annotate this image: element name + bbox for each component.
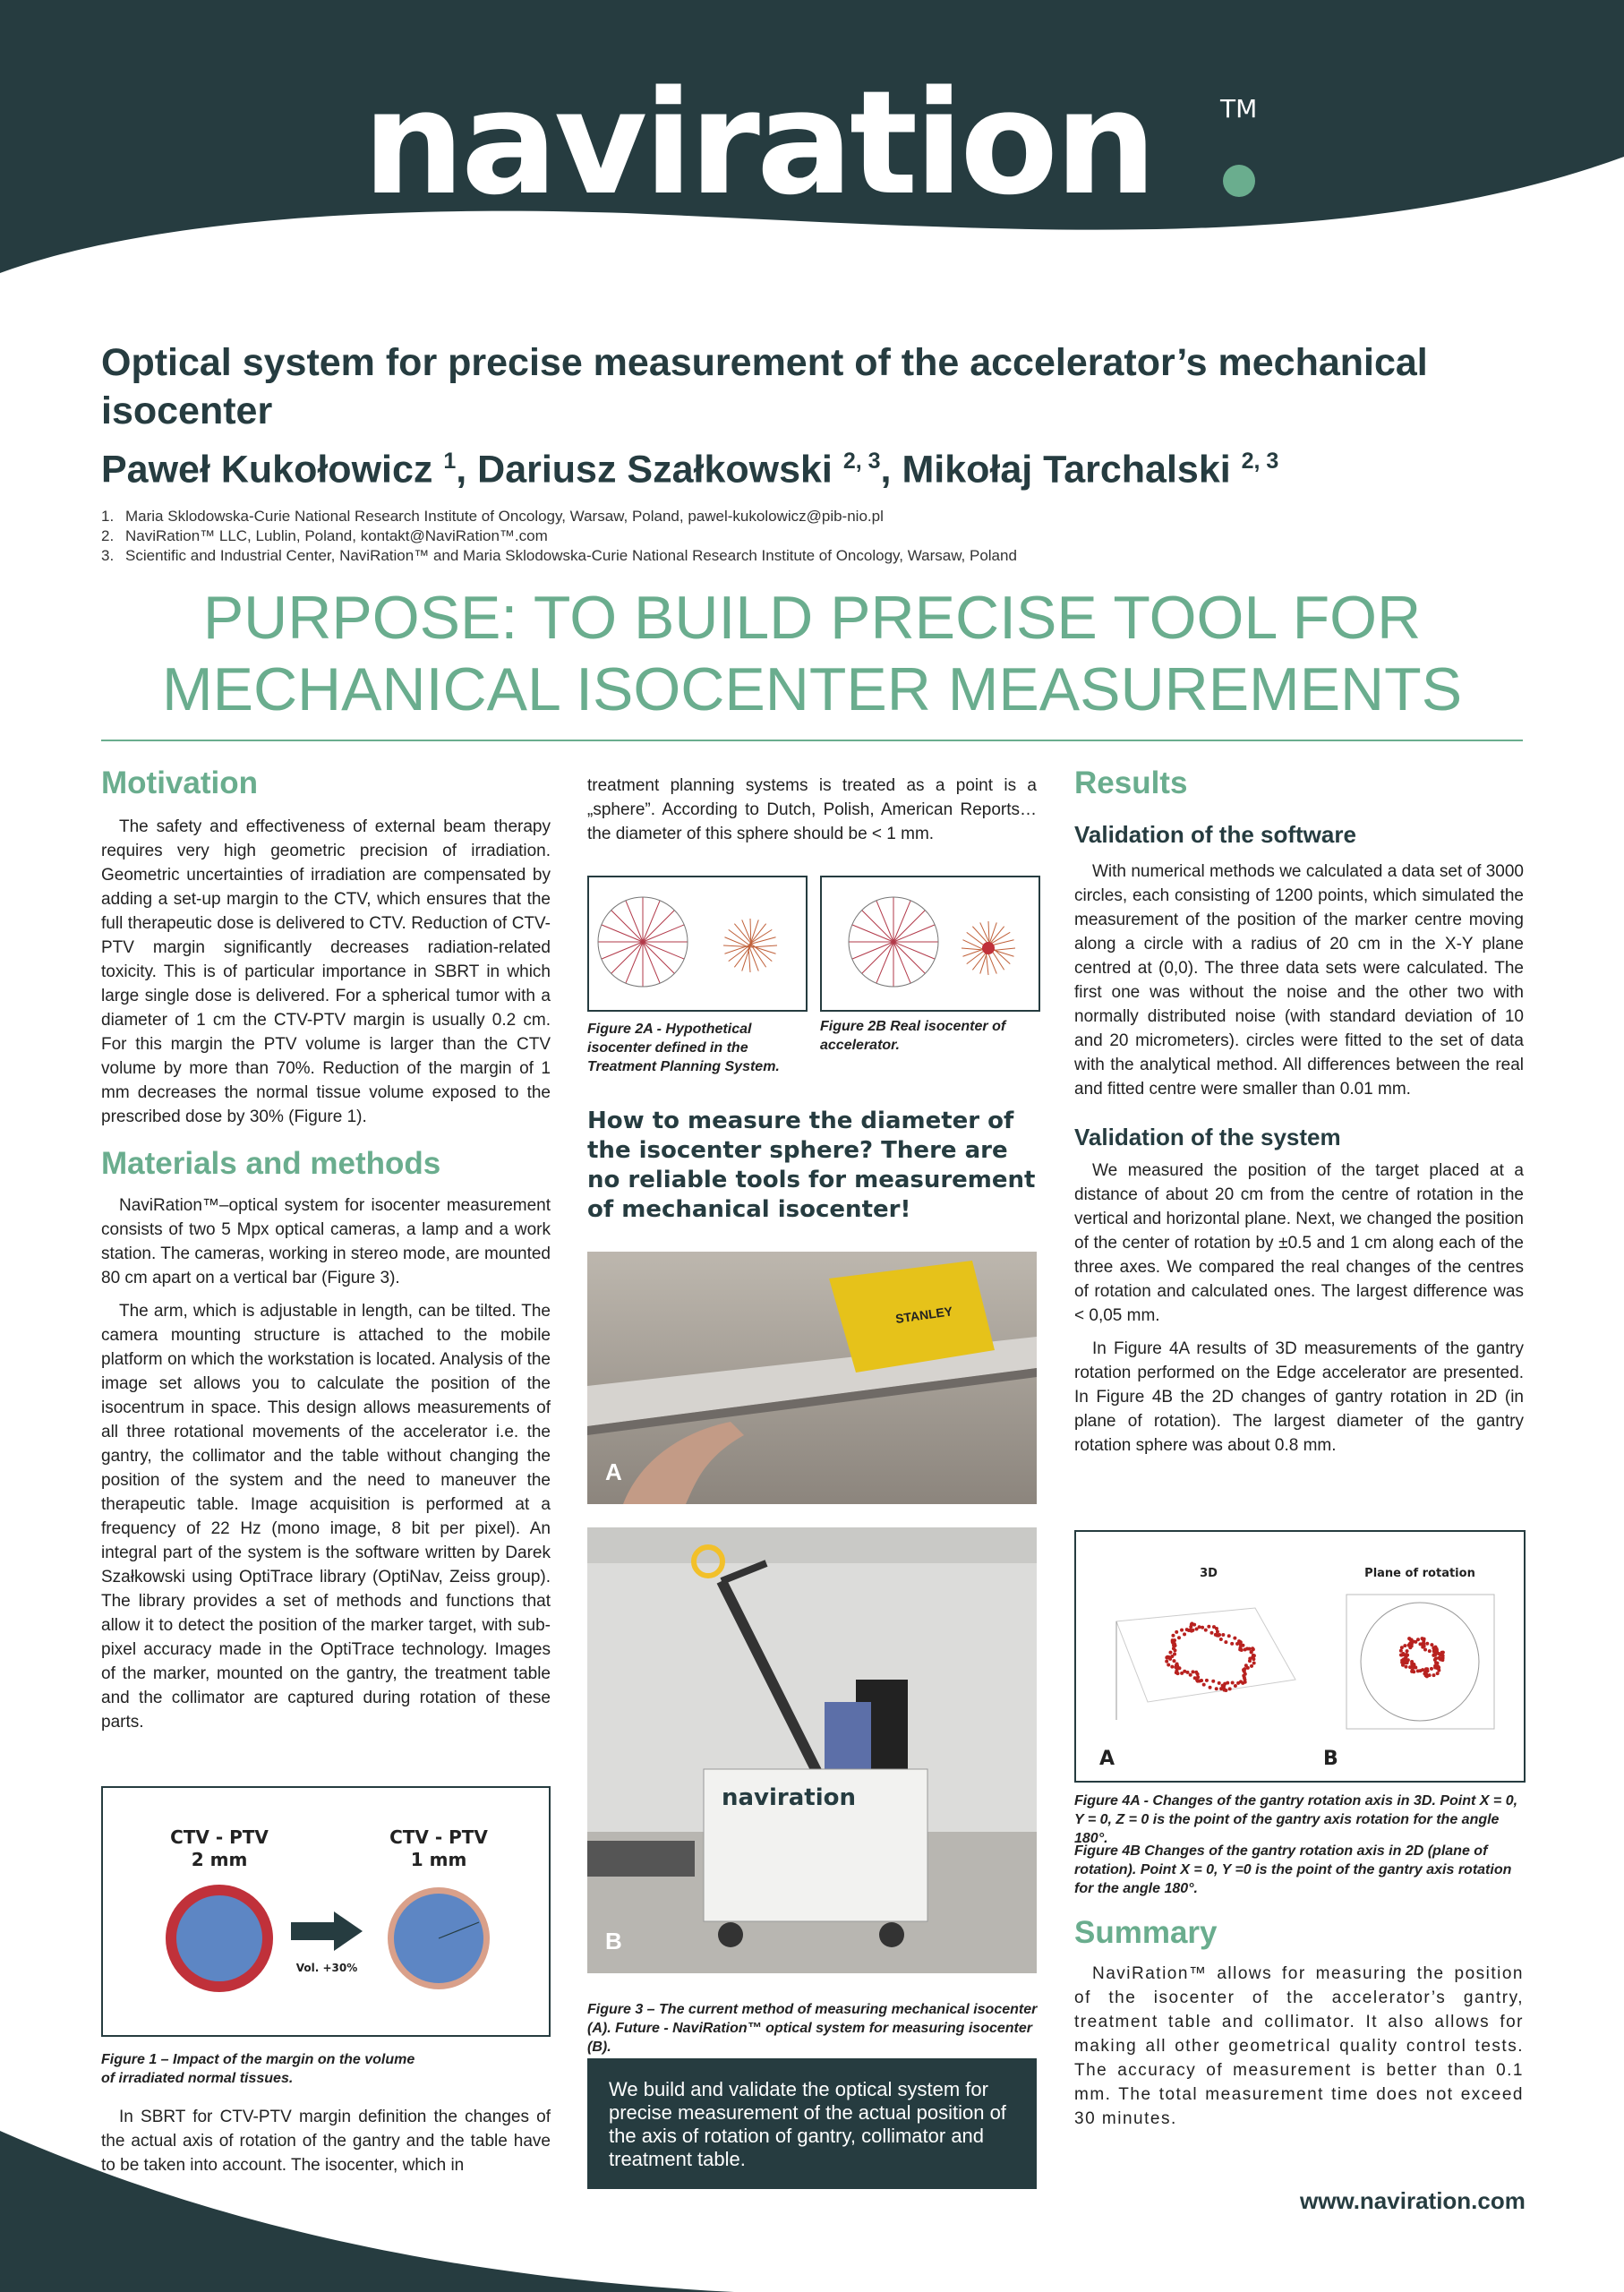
affiliation-item (101, 546, 1444, 566)
footer-url[interactable]: www.naviration.com (1300, 2187, 1526, 2214)
figure-2a-caption: Figure 2A - Hypothetical isocenter defined in the Treatment Planning System. (587, 1022, 780, 1074)
scatter-point (1198, 1625, 1201, 1629)
scatter-point (1231, 1681, 1235, 1685)
affiliation-text: Maria Sklodowska-Curie National Research Institute of Oncology, Warsaw, Poland, pawel-kukolowicz@pib-nio.pl (125, 508, 884, 525)
scatter-point (1441, 1651, 1445, 1655)
figure-3a-label: A (605, 1458, 622, 1485)
sbrt-text: In SBRT for CTV-PTV margin definition the changes of the actual axis of rotation of the gantry and the table have to be taken into account. The isocenter, which in (101, 2108, 551, 2175)
scatter-point (1219, 1687, 1223, 1690)
scatter-point (1224, 1640, 1227, 1644)
scatter-point (1436, 1672, 1440, 1675)
scatter-point (1430, 1643, 1433, 1646)
scatter-point (1168, 1651, 1172, 1655)
fig4a-points (1165, 1621, 1256, 1692)
figure-3b-label: B (605, 1928, 622, 1954)
scatter-point (1437, 1669, 1440, 1672)
scatter-point (1173, 1638, 1176, 1642)
figure-1-caption-line-1: Figure 1 – Impact of the margin on the volume (101, 2052, 415, 2067)
scatter-point (1191, 1629, 1194, 1632)
scatter-point (1412, 1664, 1415, 1668)
scatter-point (1401, 1652, 1405, 1655)
figure-2b-caption: Figure 2B Real isocenter of accelerator. (820, 1019, 1006, 1053)
methods-heading: Materials and methods (101, 1146, 441, 1181)
cabinet-brand: naviration (722, 1784, 856, 1811)
scatter-point (1221, 1684, 1225, 1688)
motivation-heading: Motivation (101, 765, 258, 800)
scatter-point (1173, 1648, 1176, 1652)
scatter-point (1434, 1666, 1438, 1670)
affiliation-number: 1. (101, 508, 115, 525)
scatter-point (1241, 1644, 1244, 1647)
scatter-point (1170, 1665, 1174, 1669)
fig4a-label: A (1099, 1748, 1115, 1770)
author-sep: , (880, 448, 902, 492)
purpose-line-1: PURPOSE: TO BUILD PRECISE TOOL FOR (202, 584, 1422, 652)
scatter-point (1183, 1632, 1186, 1636)
scatter-point (1425, 1642, 1429, 1646)
scatter-point (1227, 1634, 1231, 1638)
column-right (1074, 761, 1524, 1458)
system-validation-heading: Validation of the system (1074, 1124, 1341, 1150)
figure-1-caption-line-2: of irradiated normal tissues. (101, 2071, 294, 2086)
scatter-point (1422, 1642, 1425, 1646)
scatter-point (1406, 1649, 1409, 1653)
scatter-point (1423, 1648, 1427, 1652)
scatter-point (1423, 1672, 1426, 1675)
scatter-point (1247, 1647, 1251, 1651)
results-heading: Results (1074, 765, 1188, 800)
affiliation-number: 2. (101, 527, 115, 544)
figure-3a-photo (587, 1252, 1037, 1504)
scatter-point (1244, 1672, 1247, 1676)
scatter-point (1248, 1656, 1252, 1660)
scatter-point (1215, 1687, 1218, 1690)
figure-1-caption (101, 2050, 549, 2088)
column-left (101, 761, 551, 1734)
scatter-point (1207, 1625, 1210, 1629)
figure-1-graphic (103, 1788, 549, 2035)
scatter-point (1432, 1647, 1436, 1651)
figure-2b-graphic (822, 877, 1039, 1010)
fig2a-radial-lines (598, 897, 688, 987)
scatter-point (1236, 1681, 1240, 1685)
system-validation-p2: In Figure 4A results of 3D measurements of the gantry rotation performed on the Edge accelerator are presented. In Figure 4B the 2D changes of gantry rotation in 2D (in plane of rotation). The largest diameter of the gantry rotation sphere was about 0.8 mm. (1074, 1339, 1524, 1455)
arrow-right-icon (291, 1911, 363, 1951)
radial-line (893, 911, 925, 942)
affiliation-number: 3. (101, 547, 115, 564)
scatter-point (1209, 1686, 1212, 1689)
software-validation-text: With numerical methods we calculated a data set of 3000 circles, each consisting of 1200 points, which simulated the measurement of the position of the marker centre moving along a circle with a radius of 20 cm in the X-Y plane centred at (0,0). The three data sets were calculated. The first one was without the noise and the other two with normally distributed noise (with standard deviation of 10 and 20 micrometers). circles were fitted to the set of data with the analytical method. All differences between the real and fitted centre were smaller than 0.01 mm. (1074, 862, 1524, 1099)
figure-3b-photo (587, 1527, 1037, 1973)
purpose-statement (101, 582, 1523, 725)
scatter-point (1165, 1660, 1168, 1663)
fig1-right-label-2: 1 mm (410, 1849, 467, 1870)
summary-heading: Summary (1074, 1915, 1218, 1950)
author-1-affil: 1 (443, 449, 457, 474)
fig4b-circle (1361, 1603, 1479, 1721)
scatter-point (1180, 1672, 1184, 1675)
author-2: Dariusz Szałkowski (477, 448, 833, 492)
radial-line (611, 942, 643, 973)
scatter-point (1211, 1680, 1215, 1683)
scatter-point (1180, 1629, 1184, 1632)
scatter-point (1174, 1665, 1177, 1669)
fig4b-axes (1346, 1595, 1494, 1729)
scatter-point (1177, 1636, 1181, 1639)
fig1-left-label-1: CTV - PTV (170, 1826, 269, 1848)
affiliations (101, 507, 1444, 566)
summary-text: NaviRation™ allows for measuring the position of the isocenter of the accelerator’s gantry, treatment table and collimator. It also allows for making all other geometrical quality control tests. The accuracy of measurement is better than 0.1 mm. The total measurement time does not exceed 30 minutes. (1074, 1964, 1524, 2128)
fig2b-radial-lines (849, 897, 938, 987)
purpose-line-2: MECHANICAL ISOCENTER MEASUREMENTS (161, 655, 1463, 723)
fig1-left-label-2: 2 mm (191, 1849, 248, 1870)
fig4a-axes-box (1116, 1608, 1295, 1702)
scatter-point (1175, 1663, 1179, 1666)
scatter-point (1421, 1646, 1424, 1649)
author-3: Mikołaj Tarchalski (902, 448, 1231, 492)
scatter-point (1215, 1627, 1218, 1630)
key-question: How to measure the diameter of the isocenter sphere? There are no reliable tools for measurement of mechanical isocenter! (587, 1108, 1036, 1223)
scatter-point (1408, 1665, 1412, 1669)
fig4b-title: Plane of rotation (1364, 1567, 1475, 1580)
scatter-point (1175, 1630, 1178, 1634)
naviration-logo (363, 59, 1258, 227)
scatter-point (1432, 1673, 1435, 1677)
scatter-point (1244, 1663, 1248, 1667)
system-validation-p1: We measured the position of the target placed at a distance of about 20 cm from the centre of rotation in the vertical and horizontal plane. Next, we changed the position of the center of rotation by ±0.5 and 1 cm along each of the three axes. We compared the real changes of the centres of rotation and calculated ones. The largest difference was < 0,05 mm. (1074, 1161, 1524, 1325)
fig3a-scene (587, 1252, 1037, 1504)
poster-title: Optical system for precise measurement of the accelerator’s mechanical isocenter (101, 341, 1428, 432)
scatter-point (1230, 1642, 1234, 1646)
scatter-point (1189, 1673, 1192, 1677)
scatter-point (1194, 1671, 1198, 1674)
scatter-point (1434, 1661, 1438, 1664)
scatter-point (1240, 1648, 1244, 1652)
figure-2a-box (587, 876, 808, 1012)
scatter-point (1404, 1656, 1407, 1660)
scatter-point (1400, 1646, 1404, 1649)
scatter-point (1218, 1633, 1221, 1637)
author-list (101, 437, 1534, 493)
radial-line (862, 911, 893, 942)
fig1-right-label-1: CTV - PTV (389, 1826, 488, 1848)
scatter-point (1250, 1664, 1253, 1668)
scatter-point (1219, 1638, 1223, 1641)
fig3b-scene (587, 1527, 1037, 1973)
fig4b-label: B (1323, 1748, 1338, 1770)
author-sep: , (456, 448, 478, 492)
scatter-point (1408, 1642, 1412, 1646)
fig1-arrow-label: Vol. +30% (295, 1962, 358, 1974)
scatter-point (1204, 1629, 1208, 1632)
scatter-point (1405, 1665, 1408, 1669)
fig4b-points (1399, 1637, 1445, 1678)
logo-dot (1223, 165, 1255, 197)
figure-3-caption: Figure 3 – The current method of measuring mechanical isocenter (A). Future - NaviRation™ optical system for measuring isocenter (B). (587, 2002, 1038, 2055)
radial-line (862, 942, 893, 973)
scatter-point (1173, 1652, 1176, 1655)
scatter-point (1428, 1649, 1432, 1653)
scatter-point (1430, 1667, 1433, 1671)
scatter-point (1193, 1676, 1197, 1680)
scatter-point (1399, 1649, 1403, 1653)
scatter-point (1205, 1679, 1209, 1682)
figure-4b-caption: Figure 4B Changes of the gantry rotation axis in 2D (plane of rotation). Point X = 0, Y =0 is the point of the gantry axis rotation for the angle 180°. (1074, 1843, 1512, 1896)
scatter-point (1175, 1669, 1178, 1672)
scatter-point (1216, 1630, 1219, 1634)
fig4a-title: 3D (1200, 1567, 1218, 1580)
author-1: Paweł Kukołowicz (101, 448, 433, 492)
radial-line (893, 942, 925, 973)
scatter-point (1234, 1684, 1237, 1688)
scatter-point (1228, 1687, 1232, 1690)
tumor-circle-left (176, 1895, 262, 1981)
scatter-point (1192, 1623, 1196, 1627)
scatter-point (1167, 1663, 1170, 1666)
scatter-point (1403, 1644, 1406, 1647)
affiliation-item (101, 507, 1444, 526)
motivation-text: The safety and effectiveness of external beam therapy requires very high geometric precision of irradiation. Geometric uncertainties of irradiation are compensated by adding a set-up margin to the CTV, which ensures that the full therapeutic dose is delivered to CTV. Reduction of CTV-PTV margin significantly decreases radiation-related toxicity. This is of particular importance in SBRT in which large single dose is delivered. For a spherical tumor with a diameter of 1 cm the CTV-PTV margin is usually 0.2 cm. For this margin the PTV volume is larger than the CTV volume by more than 70%. Reduction of the margin of 1 mm decreases the normal tissue volume exposed to the prescribed dose by 30% (Figure 1). (101, 817, 551, 1126)
section-divider (101, 740, 1523, 741)
fig2a-star (723, 919, 777, 972)
conclusion-callout: We build and validate the optical system for precise measurement of the actual position of the axis of rotation of gantry, collimator and treatment table. (587, 2058, 1037, 2189)
radial-line (611, 911, 643, 942)
scatter-point (1221, 1633, 1225, 1637)
scatter-point (1167, 1655, 1171, 1659)
author-2-affil: 2, 3 (842, 449, 881, 474)
software-validation-heading: Validation of the software (1074, 821, 1356, 848)
figure-2b-box (820, 876, 1040, 1012)
scatter-point (1171, 1634, 1175, 1638)
figure-2a-graphic (589, 877, 806, 1010)
methods-paragraph-1: NaviRation™–optical system for isocenter measurement consists of two 5 Mpx optical cameras, a lamp and a work station. The cameras, working in stereo mode, are mounted 80 cm apart on a vertical bar (Figure 3). (101, 1196, 551, 1287)
level-brand-text: STANLEY (894, 1304, 954, 1326)
scatter-point (1218, 1681, 1221, 1685)
fig2b-sphere (982, 942, 995, 954)
column-2-intro: treatment planning systems is treated as a point is a „sphere”. According to Dutch, Polish, American Reports… the diameter of this sphere should be < 1 mm. (587, 776, 1037, 843)
scatter-point (1209, 1631, 1213, 1635)
figure-1-box (101, 1786, 551, 2037)
scatter-point (1202, 1683, 1206, 1687)
scatter-point (1416, 1669, 1420, 1672)
scatter-point (1172, 1659, 1175, 1663)
scatter-point (1201, 1626, 1204, 1629)
figure-4-box (1074, 1530, 1526, 1783)
scatter-point (1252, 1662, 1256, 1665)
radial-line (643, 911, 674, 942)
affiliation-text: NaviRation™ LLC, Lublin, Poland, kontakt@NaviRation™.com (125, 527, 548, 544)
figure-4-graphic (1076, 1532, 1524, 1781)
scatter-point (1424, 1667, 1428, 1671)
trademark-mark: TM (1220, 94, 1258, 124)
scatter-point (1440, 1658, 1444, 1662)
author-3-affil: 2, 3 (1241, 449, 1279, 474)
scatter-point (1191, 1670, 1194, 1673)
logo-text: naviration (363, 59, 1154, 227)
scatter-point (1410, 1660, 1414, 1663)
affiliation-item (101, 526, 1444, 546)
affiliation-text: Scientific and Industrial Center, NaviRation™ and Maria Sklodowska-Curie National Research Institute of Oncology, Warsaw, Poland (125, 547, 1017, 564)
scatter-point (1243, 1676, 1246, 1680)
methods-paragraph-2: The arm, which is adjustable in length, can be tilted. The camera mounting structure is attached to the mobile platform on which the workstation is located. Analysis of the image set allows you to calculate the position of the isocentrum in space. This design allows measurements of all three rotational movements of the accelerator i.e. the gantry, the collimator and the table without changing the position of the system and the need to maneuver the therapeutic table. Image acquisition is performed at a frequency of 22 Hz (mono image, 8 bit per pixel). An integral part of the system is the software written by Darek Szałkowski using OptiTrace library (OptiNav, Zeiss group). The library provides a set of methods and functions that allow it to detect the position of the marker target, with sub-pixel accuracy made in the OptiTrace technology. Images of the marker, mounted on the gantry, the treatment table and the collimator are captured during rotation of these parts. (101, 1302, 551, 1732)
scatter-point (1233, 1637, 1236, 1640)
scatter-point (1416, 1638, 1420, 1641)
figure-4a-caption: Figure 4A - Changes of the gantry rotation axis in 3D. Point X = 0, Y = 0, Z = 0 is the point of the gantry axis rotation for the angle 180°. (1074, 1793, 1518, 1846)
radial-line (643, 942, 674, 973)
scatter-point (1250, 1650, 1253, 1654)
